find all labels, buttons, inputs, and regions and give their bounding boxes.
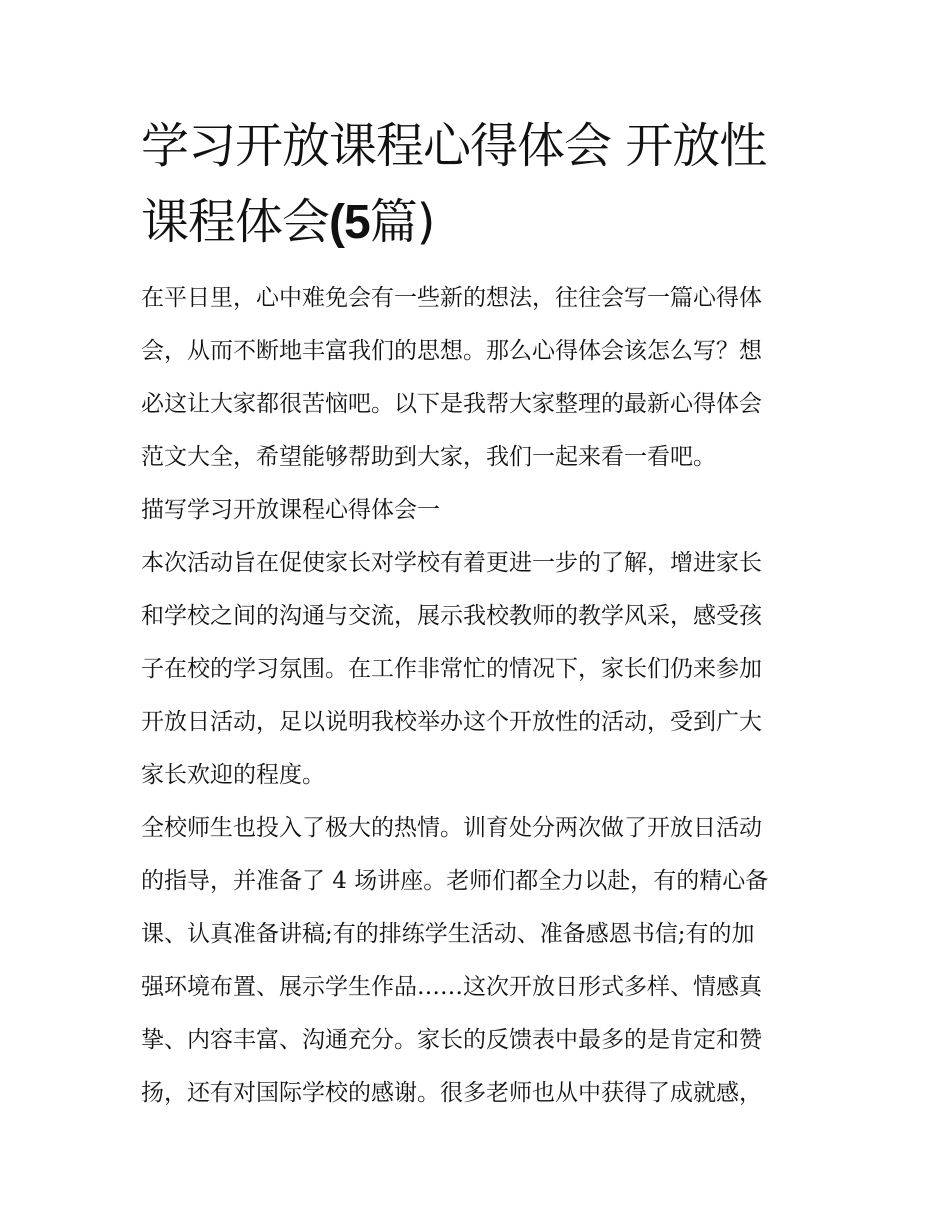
paragraph-line: 挚、内容丰富、沟通充分。家长的反馈表中最多的是肯定和赞 [141,1027,762,1053]
title-part-3: 篇) [369,194,435,250]
title-number: (5 [329,196,370,249]
paragraph-2 [141,802,831,1120]
paragraph-line: 家长欢迎的程度。 [141,762,325,788]
intro-line: 范文大全，希望能够帮助到大家，我们一起来看一看吧。 [141,444,716,470]
title-part-1: 学习开放课程心得体会 开放性 [141,118,767,174]
paragraph-1 [141,537,831,802]
paragraph-line: 子在校的学习氛围。在工作非常忙的情况下，家长们仍来参加 [141,656,762,682]
paragraph-line: 课、认真准备讲稿;有的排练学生活动、准备感恩书信;有的加 [141,921,755,947]
intro-paragraph [141,272,831,484]
document-title [141,108,831,261]
document-body [141,272,831,1120]
paragraph-line: 和学校之间的沟通与交流，展示我校教师的教学风采，感受孩 [141,603,762,629]
intro-line: 必这让大家都很苦恼吧。以下是我帮大家整理的最新心得体会 [141,391,762,417]
intro-line: 会，从而不断地丰富我们的思想。那么心得体会该怎么写？想 [141,338,762,364]
paragraph-line: 开放日活动，足以说明我校举办这个开放性的活动，受到广大 [141,709,762,735]
paragraph-line: 全校师生也投入了极大的热情。训育处分两次做了开放日活动 [141,815,762,841]
section-heading: 描写学习开放课程心得体会一 [141,497,440,523]
paragraph-line: 扬，还有对国际学校的感谢。很多老师也从中获得了成就感， [141,1080,762,1106]
paragraph-line: 强环境布置、展示学生作品……这次开放日形式多样、情感真 [141,974,762,1000]
paragraph-line: 的指导，并准备了 4 场讲座。老师们都全力以赴，有的精心备 [141,868,769,894]
intro-line: 在平日里，心中难免会有一些新的想法，往往会写一篇心得体 [141,285,762,311]
paragraph-line: 本次活动旨在促使家长对学校有着更进一步的了解，增进家长 [141,550,762,576]
title-part-2: 课程体会 [141,194,330,250]
